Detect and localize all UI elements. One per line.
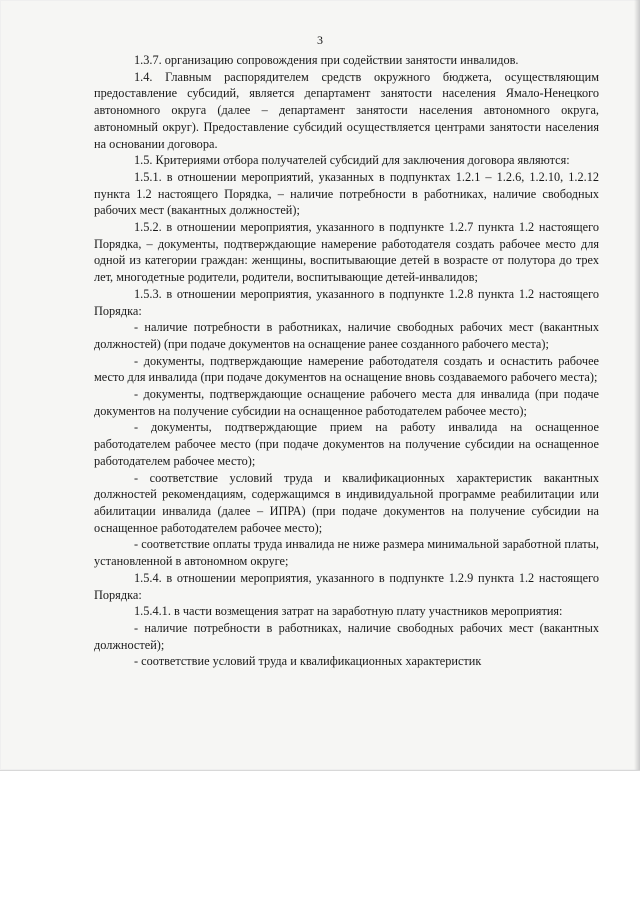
list-item-need-workers: - наличие потребности в работниках, наличие свободных рабочих мест (вакантных должностей) (при подаче документов на оснащение ранее созданного рабочего места); (94, 320, 599, 351)
list-item-intent-documents: - документы, подтверждающие намерение работодателя создать и оснастить рабочее место для инвалида (при подаче документов на оснащение вновь создаваемого рабочего места); (94, 353, 599, 385)
paragraph-1-5: 1.5. Критериями отбора получателей субсидий для заключения договора являются: (134, 153, 570, 168)
paragraph-1-5-1: 1.5.1. в отношении мероприятий, указанных в подпунктах 1.2.1 – 1.2.6, 1.2.10, 1.2.12 пункта 1.2 настоящего Порядка, – наличие потребности в работниках, наличие свободных рабочих мест (вакантных должностей); (94, 169, 599, 218)
paragraph-1-3-7: 1.3.7. организацию сопровождения при содействии занятости инвалидов. (134, 53, 519, 67)
list-item-equipment-documents: - документы, подтверждающие оснащение рабочего места для инвалида (при подаче документов на получение субсидии на оснащенное работодателем рабочее место); (94, 387, 599, 418)
paragraph-1-5-3: 1.5.3. в отношении мероприятия, указанного в подпункте 1.2.8 пункта 1.2 настоящего Порядка: (94, 286, 599, 318)
paragraph-1-4: 1.4. Главным распорядителем средств окружного бюджета, осуществляющим предоставление субсидий, является департамент занятости населения Ямало-Ненецкого автономного округа (далее – департамент занятости населения автономного округа, автономный округ). Предоставление субсидий осуществляется центрами занятости населения на основании договора. (94, 69, 599, 151)
page-number: 3 (317, 33, 323, 47)
paragraph-1-5-2: 1.5.2. в отношении мероприятия, указанного в подпункте 1.2.7 пункта 1.2 настоящего Порядка, – документы, подтверждающие намерение работодателя создать рабочее место для одной из категории граждан: женщины, воспитывающие детей в возрасте от полутора до трех лет, многодетные родители, родители, воспитывающие детей-инвалидов; (94, 220, 599, 285)
paragraph-1-5-4: 1.5.4. в отношении мероприятия, указанного в подпункте 1.2.9 пункта 1.2 настоящего Порядка: (94, 570, 599, 602)
list-item-hiring-documents: - документы, подтверждающие прием на работу инвалида на оснащенное работодателем рабочее место (при подаче документов на получение субсидии на оснащенное работодателем рабочее место); (94, 420, 599, 468)
paragraph-1-5-4-1: 1.5.4.1. в части возмещения затрат на заработную плату участников мероприятия: (134, 604, 563, 619)
list-item-ipra-compliance: - соответствие условий труда и квалификационных характеристик вакантных должностей рекомендациям, содержащимся в индивидуальной программе реабилитации или абилитации инвалида (далее – ИПРА) (при подаче документов на получение субсидии на оснащенное работодателем рабочее место); (94, 470, 599, 535)
document-body (94, 52, 599, 670)
list-item-minimum-wage: - соответствие оплаты труда инвалида не ниже размера минимальной заработной платы, установленной в автономном округе; (94, 537, 599, 569)
list-item-conditions-partial: - соответствие условий труда и квалификационных характеристик (134, 654, 482, 669)
list-item-need-workers-2: - наличие потребности в работниках, наличие свободных рабочих мест (вакантных должностей); (94, 620, 599, 652)
